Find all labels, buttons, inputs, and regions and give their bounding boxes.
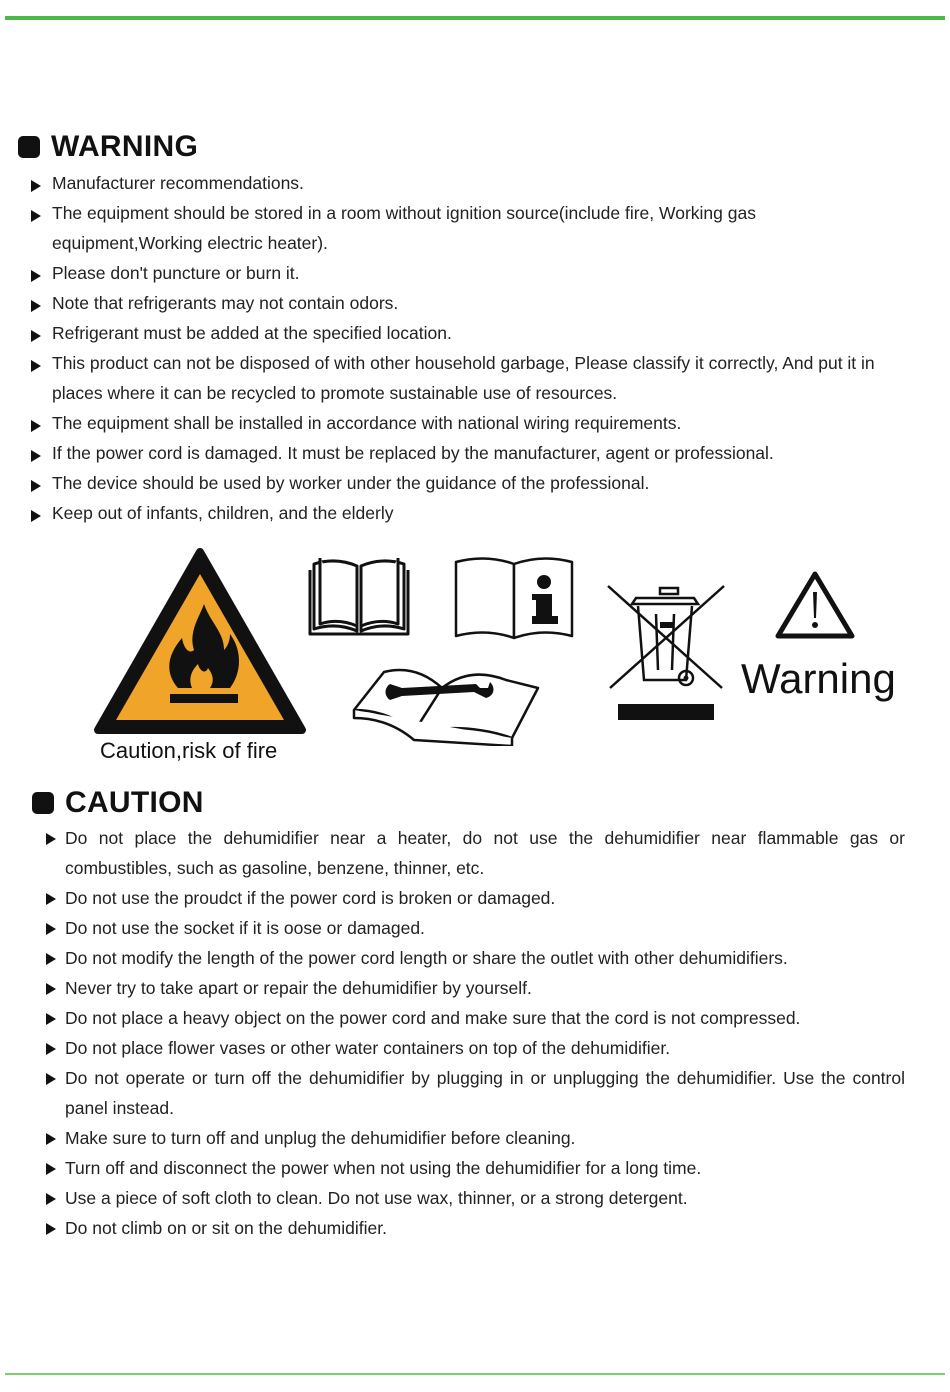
information-manual-icon xyxy=(452,552,576,640)
crossed-out-wheelie-bin-icon xyxy=(604,584,728,724)
caution-item: Do not place flower vases or other water containers on top of the dehumidifier. xyxy=(43,1033,905,1063)
service-manual-wrench-icon xyxy=(350,658,542,746)
bullet-arrow-icon xyxy=(46,983,56,995)
warning-heading xyxy=(18,130,198,164)
warning-item: This product can not be disposed of with other household garbage, Please classify it correctly, And put it in places where it can be recycled to promote sustainable use of resources. xyxy=(30,348,892,408)
fire-caption: Caution,risk of fire xyxy=(100,738,278,763)
bullet-arrow-icon xyxy=(46,1163,56,1175)
bullet-arrow-icon xyxy=(46,1043,56,1055)
warning-item: Note that refrigerants may not contain odors. xyxy=(30,288,892,318)
caution-item: Do not place a heavy object on the power cord and make sure that the cord is not compressed. xyxy=(43,1003,905,1033)
bullet-arrow-icon xyxy=(31,360,41,372)
bullet-arrow-icon xyxy=(31,450,41,462)
bullet-arrow-icon xyxy=(31,480,41,492)
safety-symbols xyxy=(0,540,950,780)
bullet-arrow-icon xyxy=(46,1193,56,1205)
caution-item: Use a piece of soft cloth to clean. Do not use wax, thinner, or a strong detergent. xyxy=(43,1183,905,1213)
caution-item: Do not modify the length of the power cord length or share the outlet with other dehumidifiers. xyxy=(43,943,905,973)
warning-item: The device should be used by worker under the guidance of the professional. xyxy=(30,468,892,498)
bullet-arrow-icon xyxy=(46,1073,56,1085)
caution-heading-bullet xyxy=(32,792,54,814)
warning-heading-text: WARNING xyxy=(51,130,199,163)
warning-heading-bullet xyxy=(18,136,40,158)
bullet-arrow-icon xyxy=(31,330,41,342)
warning-item: Keep out of infants, children, and the elderly xyxy=(30,498,892,528)
bullet-arrow-icon xyxy=(46,893,56,905)
bottom-green-rule xyxy=(5,1373,945,1375)
caution-item: Do not place the dehumidifier near a heater, do not use the dehumidifier near flammable gas or combustibles, such as gasoline, benzene, thinner, etc. xyxy=(43,823,905,883)
caution-item: Never try to take apart or repair the dehumidifier by yourself. xyxy=(43,973,905,1003)
caution-item: Do not use the proudct if the power cord is broken or damaged. xyxy=(43,883,905,913)
caution-heading xyxy=(32,786,204,820)
warning-item: The equipment shall be installed in accordance with national wiring requirements. xyxy=(30,408,892,438)
bullet-arrow-icon xyxy=(31,510,41,522)
bullet-arrow-icon xyxy=(46,1223,56,1235)
warning-item: Please don't puncture or burn it. xyxy=(30,258,892,288)
caution-list xyxy=(43,823,905,1243)
bullet-arrow-icon xyxy=(46,1013,56,1025)
warning-item: Refrigerant must be added at the specified location. xyxy=(30,318,892,348)
bullet-arrow-icon xyxy=(31,180,41,192)
bullet-arrow-icon xyxy=(46,833,56,845)
warning-label: Warning xyxy=(741,655,896,702)
caution-item: Do not use the socket if it is oose or damaged. xyxy=(43,913,905,943)
bullet-arrow-icon xyxy=(31,300,41,312)
warning-item: Manufacturer recommendations. xyxy=(30,168,892,198)
caution-item: Turn off and disconnect the power when not using the dehumidifier for a long time. xyxy=(43,1153,905,1183)
caution-item: Make sure to turn off and unplug the dehumidifier before cleaning. xyxy=(43,1123,905,1153)
warning-item: The equipment should be stored in a room without ignition source(include fire, Working gas equipment,Working electric heater). xyxy=(30,198,892,258)
bullet-arrow-icon xyxy=(46,953,56,965)
flammable-warning-sign-icon xyxy=(92,546,308,736)
warning-item: If the power cord is damaged. It must be replaced by the manufacturer, agent or professional. xyxy=(30,438,892,468)
bullet-arrow-icon xyxy=(31,210,41,222)
bullet-arrow-icon xyxy=(31,270,41,282)
caution-item: Do not operate or turn off the dehumidifier by plugging in or unplugging the dehumidifier. Use the control panel instead. xyxy=(43,1063,905,1123)
caution-item: Do not climb on or sit on the dehumidifier. xyxy=(43,1213,905,1243)
warning-triangle-icon xyxy=(774,568,856,640)
bullet-arrow-icon xyxy=(46,1133,56,1145)
bullet-arrow-icon xyxy=(46,923,56,935)
read-manual-icon xyxy=(306,552,412,638)
top-green-rule xyxy=(5,16,945,20)
caution-heading-text: CAUTION xyxy=(65,786,204,819)
bullet-arrow-icon xyxy=(31,420,41,432)
warning-list xyxy=(30,168,892,528)
